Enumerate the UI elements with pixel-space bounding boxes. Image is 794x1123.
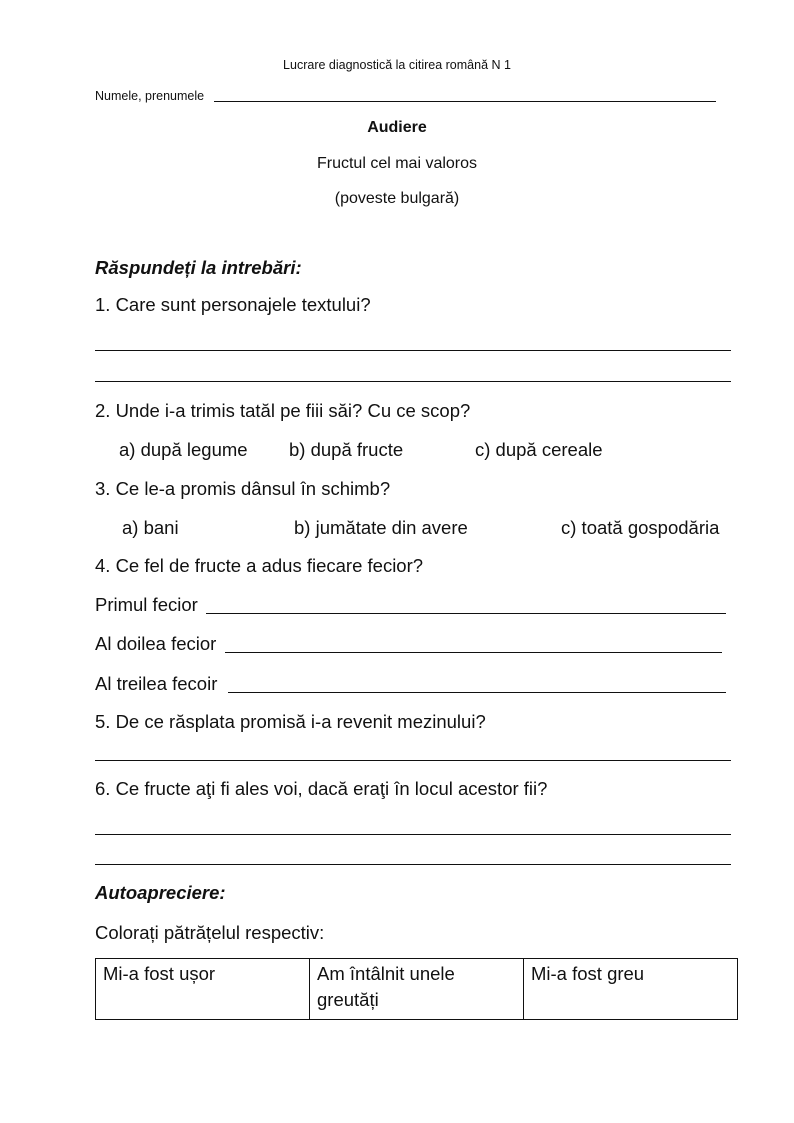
answer-line-q1-a[interactable] bbox=[95, 350, 731, 351]
instructions-heading: Răspundeți la intrebări: bbox=[95, 257, 302, 278]
question-3: 3. Ce le-a promis dânsul în schimb? bbox=[95, 478, 391, 499]
story-subtitle: (poveste bulgară) bbox=[334, 190, 460, 207]
q3-option-b[interactable]: b) jumătate din avere bbox=[294, 517, 468, 538]
q2-option-b[interactable]: b) după fructe bbox=[289, 439, 404, 460]
question-6: 6. Ce fructe aţi fi ales voi, dacă eraţi în locul acestor fii? bbox=[95, 778, 548, 799]
self-assessment-heading: Autoapreciere: bbox=[95, 882, 226, 903]
worksheet-title: Lucrare diagnostică la citirea română N 1 bbox=[283, 58, 511, 72]
self-assessment-instruction: Colorați pătrățelul respectiv: bbox=[95, 922, 325, 943]
answer-line-q6-a[interactable] bbox=[95, 834, 731, 835]
answer-line-q6-b[interactable] bbox=[95, 864, 731, 865]
answer-line-first-son[interactable] bbox=[206, 613, 726, 614]
question-5: 5. De ce răsplata promisă i-a revenit mezinului? bbox=[95, 711, 486, 732]
q3-option-c[interactable]: c) toată gospodăria bbox=[561, 517, 720, 538]
answer-line-third-son[interactable] bbox=[228, 692, 726, 693]
answer-label-third-son: Al treilea fecoir bbox=[95, 673, 218, 694]
story-title: Fructul cel mai valoros bbox=[316, 155, 478, 172]
name-answer-line[interactable] bbox=[214, 101, 716, 102]
q2-option-c[interactable]: c) după cereale bbox=[475, 439, 603, 460]
section-heading-audio: Audiere bbox=[367, 119, 427, 136]
question-2: 2. Unde i-a trimis tatăl pe fiii săi? Cu ce scop? bbox=[95, 400, 471, 421]
answer-line-second-son[interactable] bbox=[225, 652, 722, 653]
self-assessment-cell-some-difficulties[interactable]: Am întâlnit unele greutăți bbox=[310, 959, 524, 1020]
answer-label-first-son: Primul fecior bbox=[95, 594, 198, 615]
answer-line-q5[interactable] bbox=[95, 760, 731, 761]
self-assessment-table bbox=[95, 958, 738, 1020]
answer-line-q1-b[interactable] bbox=[95, 381, 731, 382]
name-label: Numele, prenumele bbox=[95, 89, 205, 103]
question-1: 1. Care sunt personajele textului? bbox=[95, 294, 371, 315]
self-assessment-cell-easy[interactable]: Mi-a fost ușor bbox=[96, 959, 310, 1020]
question-4: 4. Ce fel de fructe a adus fiecare fecior? bbox=[95, 555, 424, 576]
answer-label-second-son: Al doilea fecior bbox=[95, 633, 217, 654]
q2-option-a[interactable]: a) după legume bbox=[119, 439, 248, 460]
self-assessment-cell-hard[interactable]: Mi-a fost greu bbox=[524, 959, 738, 1020]
q3-option-a[interactable]: a) bani bbox=[122, 517, 179, 538]
